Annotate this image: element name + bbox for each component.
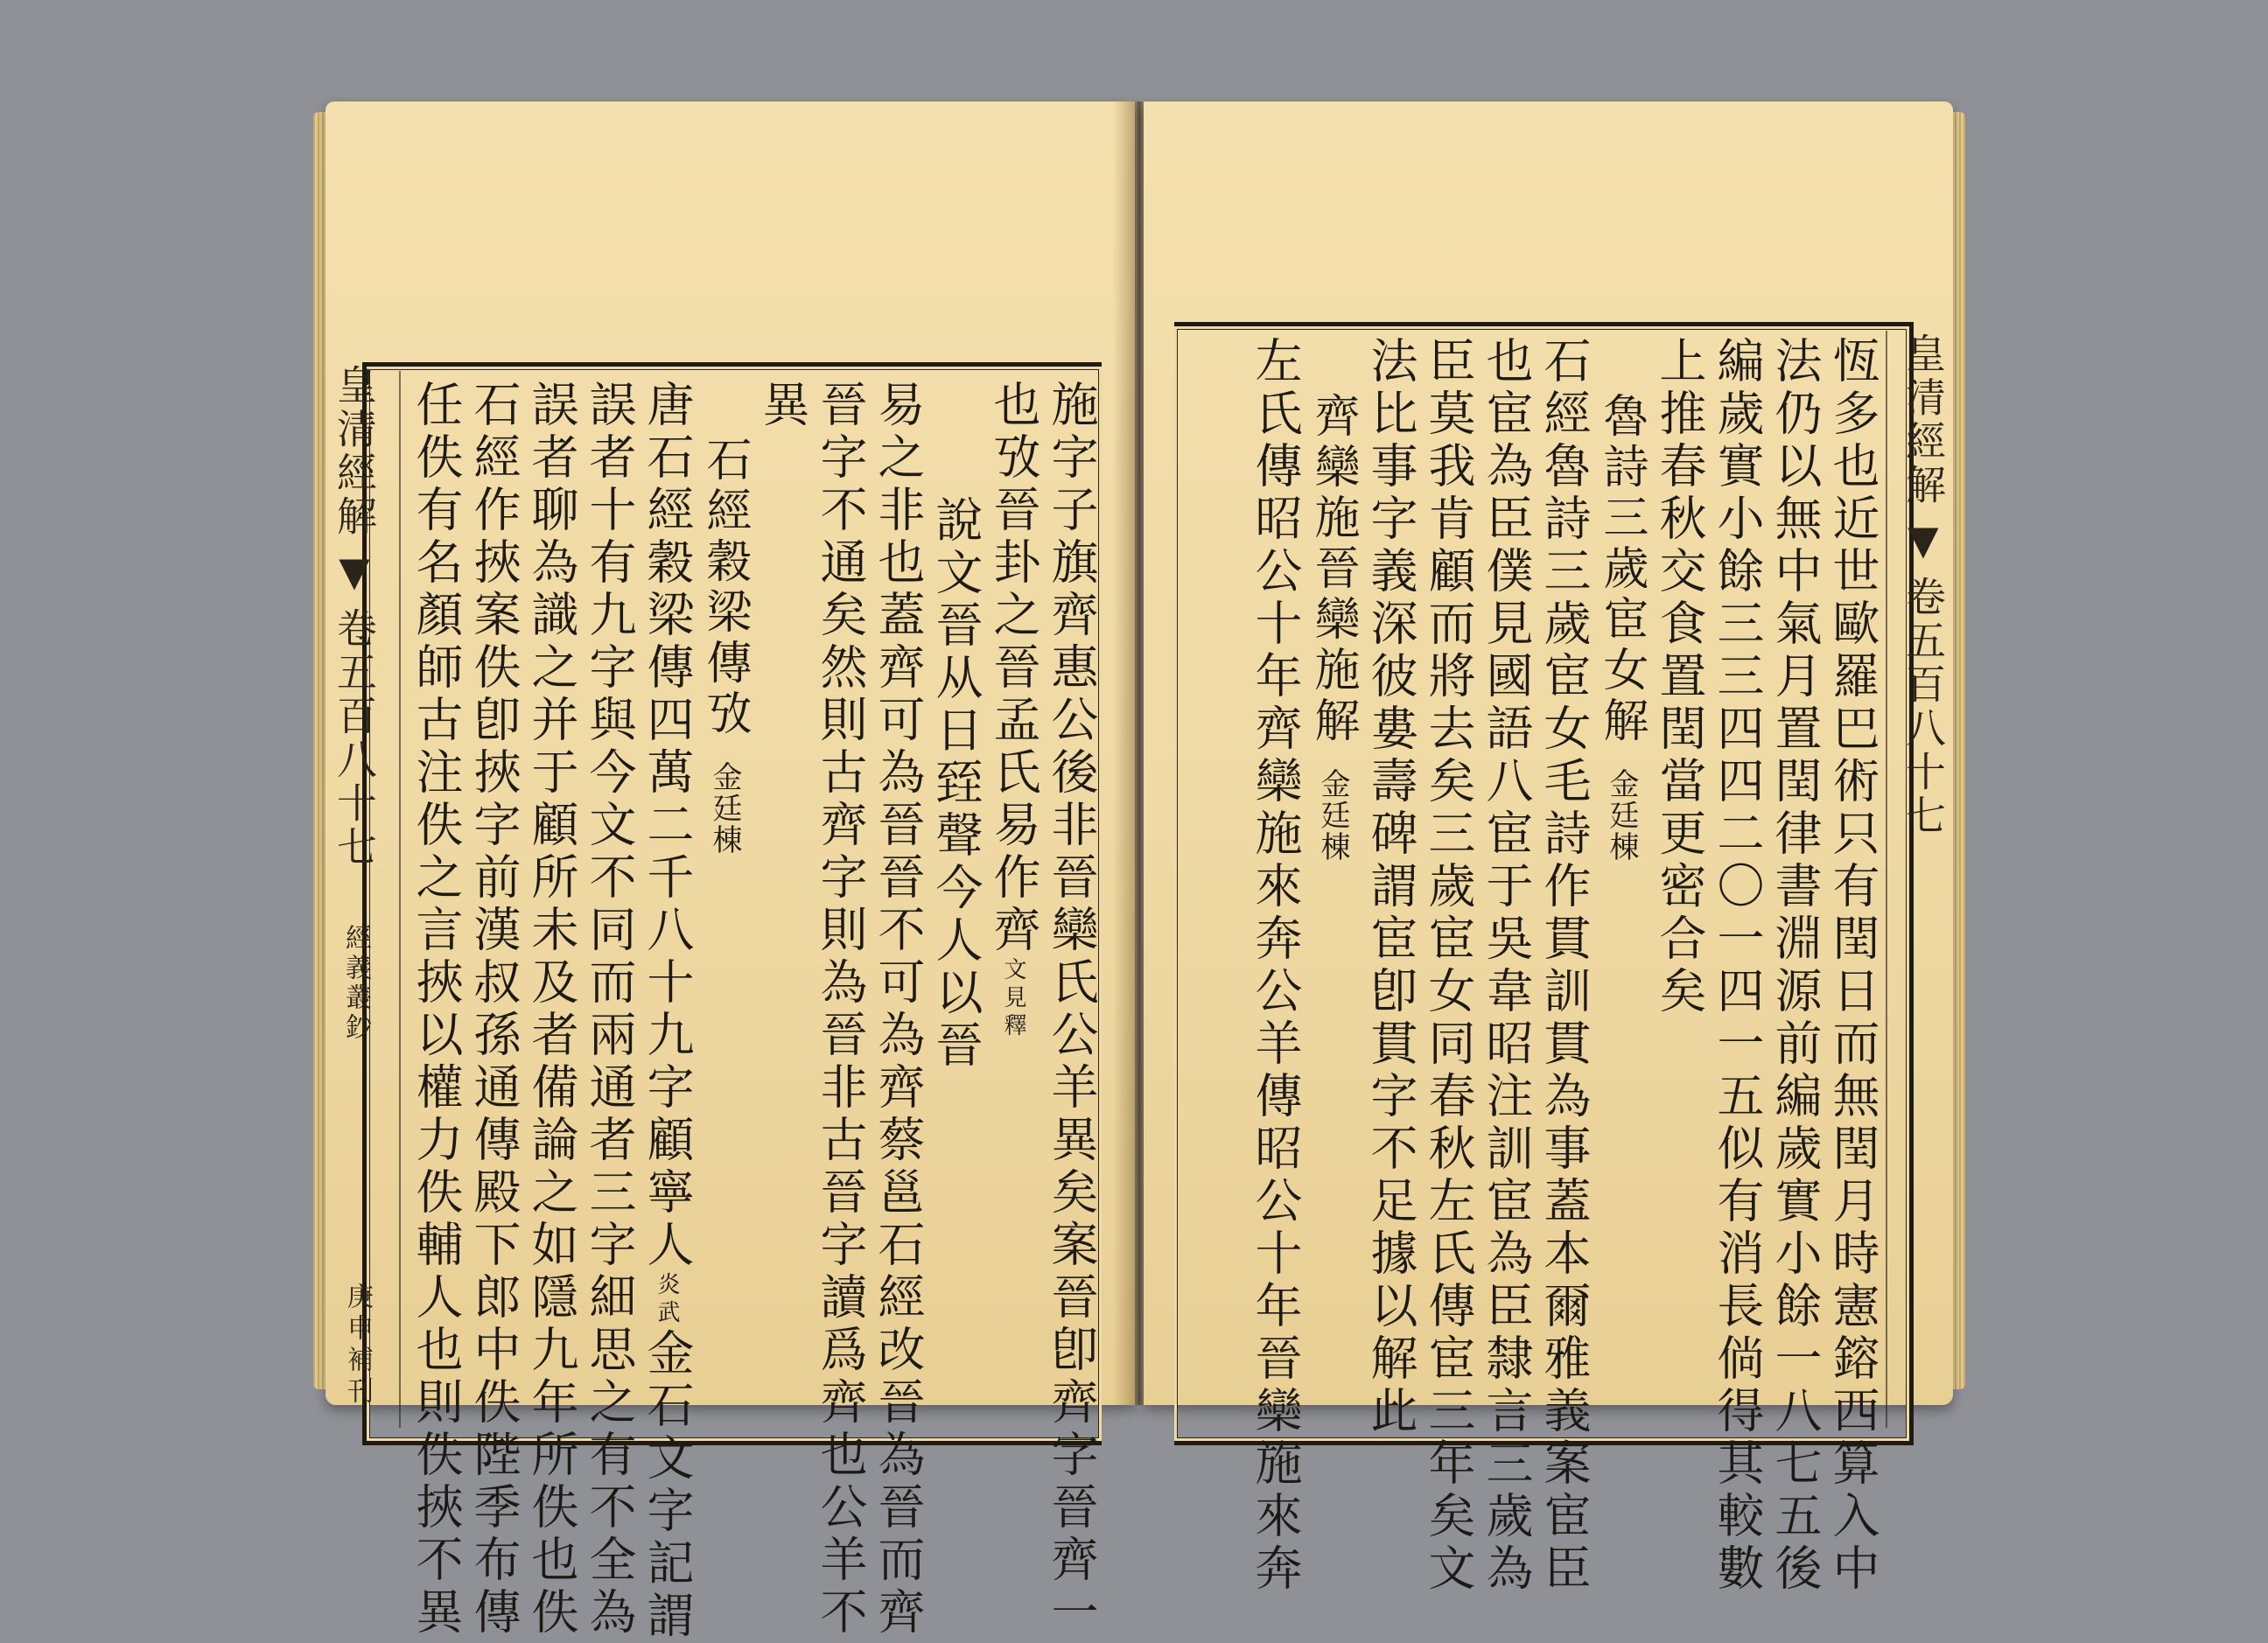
margin-rule xyxy=(399,371,401,1428)
left-margin-series: 經義叢鈔 xyxy=(340,924,371,1043)
text-column: 法仍以無中氣月置閏律書淵源前編歲實小餘一八七五後 xyxy=(1768,336,1823,1596)
text-column: 唐石經穀梁傳四萬二千八十九字顧寧人炎武金石文字記謂 xyxy=(640,380,695,1643)
left-page xyxy=(326,101,1135,1643)
author-name: 金廷棟 xyxy=(707,761,742,856)
text-column: 誤者聊為識之并于顧所未及者備論之如隱九年所佚也佚 xyxy=(524,380,579,1640)
right-page xyxy=(1144,101,1953,1596)
text-column: 臣莫我肯顧而將去矣三歲宦女同春秋左氏傳宦三年矣文 xyxy=(1421,336,1476,1596)
open-book xyxy=(326,94,1953,1643)
text-column: 易之非也蓋齊可為晉晉不可為齊蔡邕石經改晉為晉而齊 xyxy=(871,380,926,1640)
margin-rule xyxy=(1886,331,1887,1428)
text-column: 異 xyxy=(755,380,810,432)
text-column: 左氏傳昭公十年齊欒施來奔公羊傳昭公十年晉欒施來奔 xyxy=(1248,336,1303,1596)
author-name: 金廷棟 xyxy=(1604,768,1639,863)
text-column: 說文晉从日臸聲今人以晉 xyxy=(928,495,984,1073)
text-column: 也宦為臣僕見國語八宦于吳韋昭注訓宦為臣隸言三歲為 xyxy=(1479,336,1534,1596)
section-heading: 齊欒施晉欒施解金廷棟 xyxy=(1306,392,1359,863)
left-margin-title: 皇清經解▼卷五百八十七 xyxy=(331,364,378,870)
section-heading: 石經穀梁傳攷金廷棟 xyxy=(698,436,751,856)
text-column: 石經作挾案佚卽挾字前漢叔孫通傳殿下郎中佚陛季布傳 xyxy=(466,380,522,1640)
section-heading: 魯詩三歲宦女解金廷棟 xyxy=(1595,392,1648,863)
text-column: 編歲實小餘三三四四二〇一四一五似有消長倘得其較數 xyxy=(1710,336,1765,1596)
text-column: 法比事字義深彼婁壽碑謂宦卽貫字不足據以解此 xyxy=(1363,336,1418,1438)
text-column: 晉字不通矣然則古齊字則為晉非古晉字讀爲齊也公羊不 xyxy=(813,380,868,1640)
text-column: 任佚有名顏師古注佚之言挾以權力佚輔人也則佚挾不異 xyxy=(409,380,464,1640)
text-column: 石經魯詩三歲宦女毛詩作貫訓貫為事蓋本爾雅義案宦臣 xyxy=(1536,336,1592,1596)
author-name: 金廷棟 xyxy=(1315,768,1350,863)
right-margin-title: 皇清經解▼卷五百八十七 xyxy=(1900,332,1947,838)
text-column: 誤者十有九字與今文不同而兩通者三字細思之有不全為 xyxy=(582,380,637,1640)
text-column: 施字子旗齊惠公後非晉欒氏公羊異矣案晉卽齊字晉齊一 xyxy=(1044,380,1099,1640)
text-column: 恆多也近世歐羅巴術只有閏日而無閏月時憲鎔西算入中 xyxy=(1825,336,1880,1596)
text-column: 也攷晉卦之晉孟氏易作齊文見釋 xyxy=(986,380,1041,1041)
text-column: 上推春秋交食置閏當更密合矣 xyxy=(1652,336,1707,1018)
left-margin-imprint: 庚申補刊 xyxy=(342,1283,373,1409)
